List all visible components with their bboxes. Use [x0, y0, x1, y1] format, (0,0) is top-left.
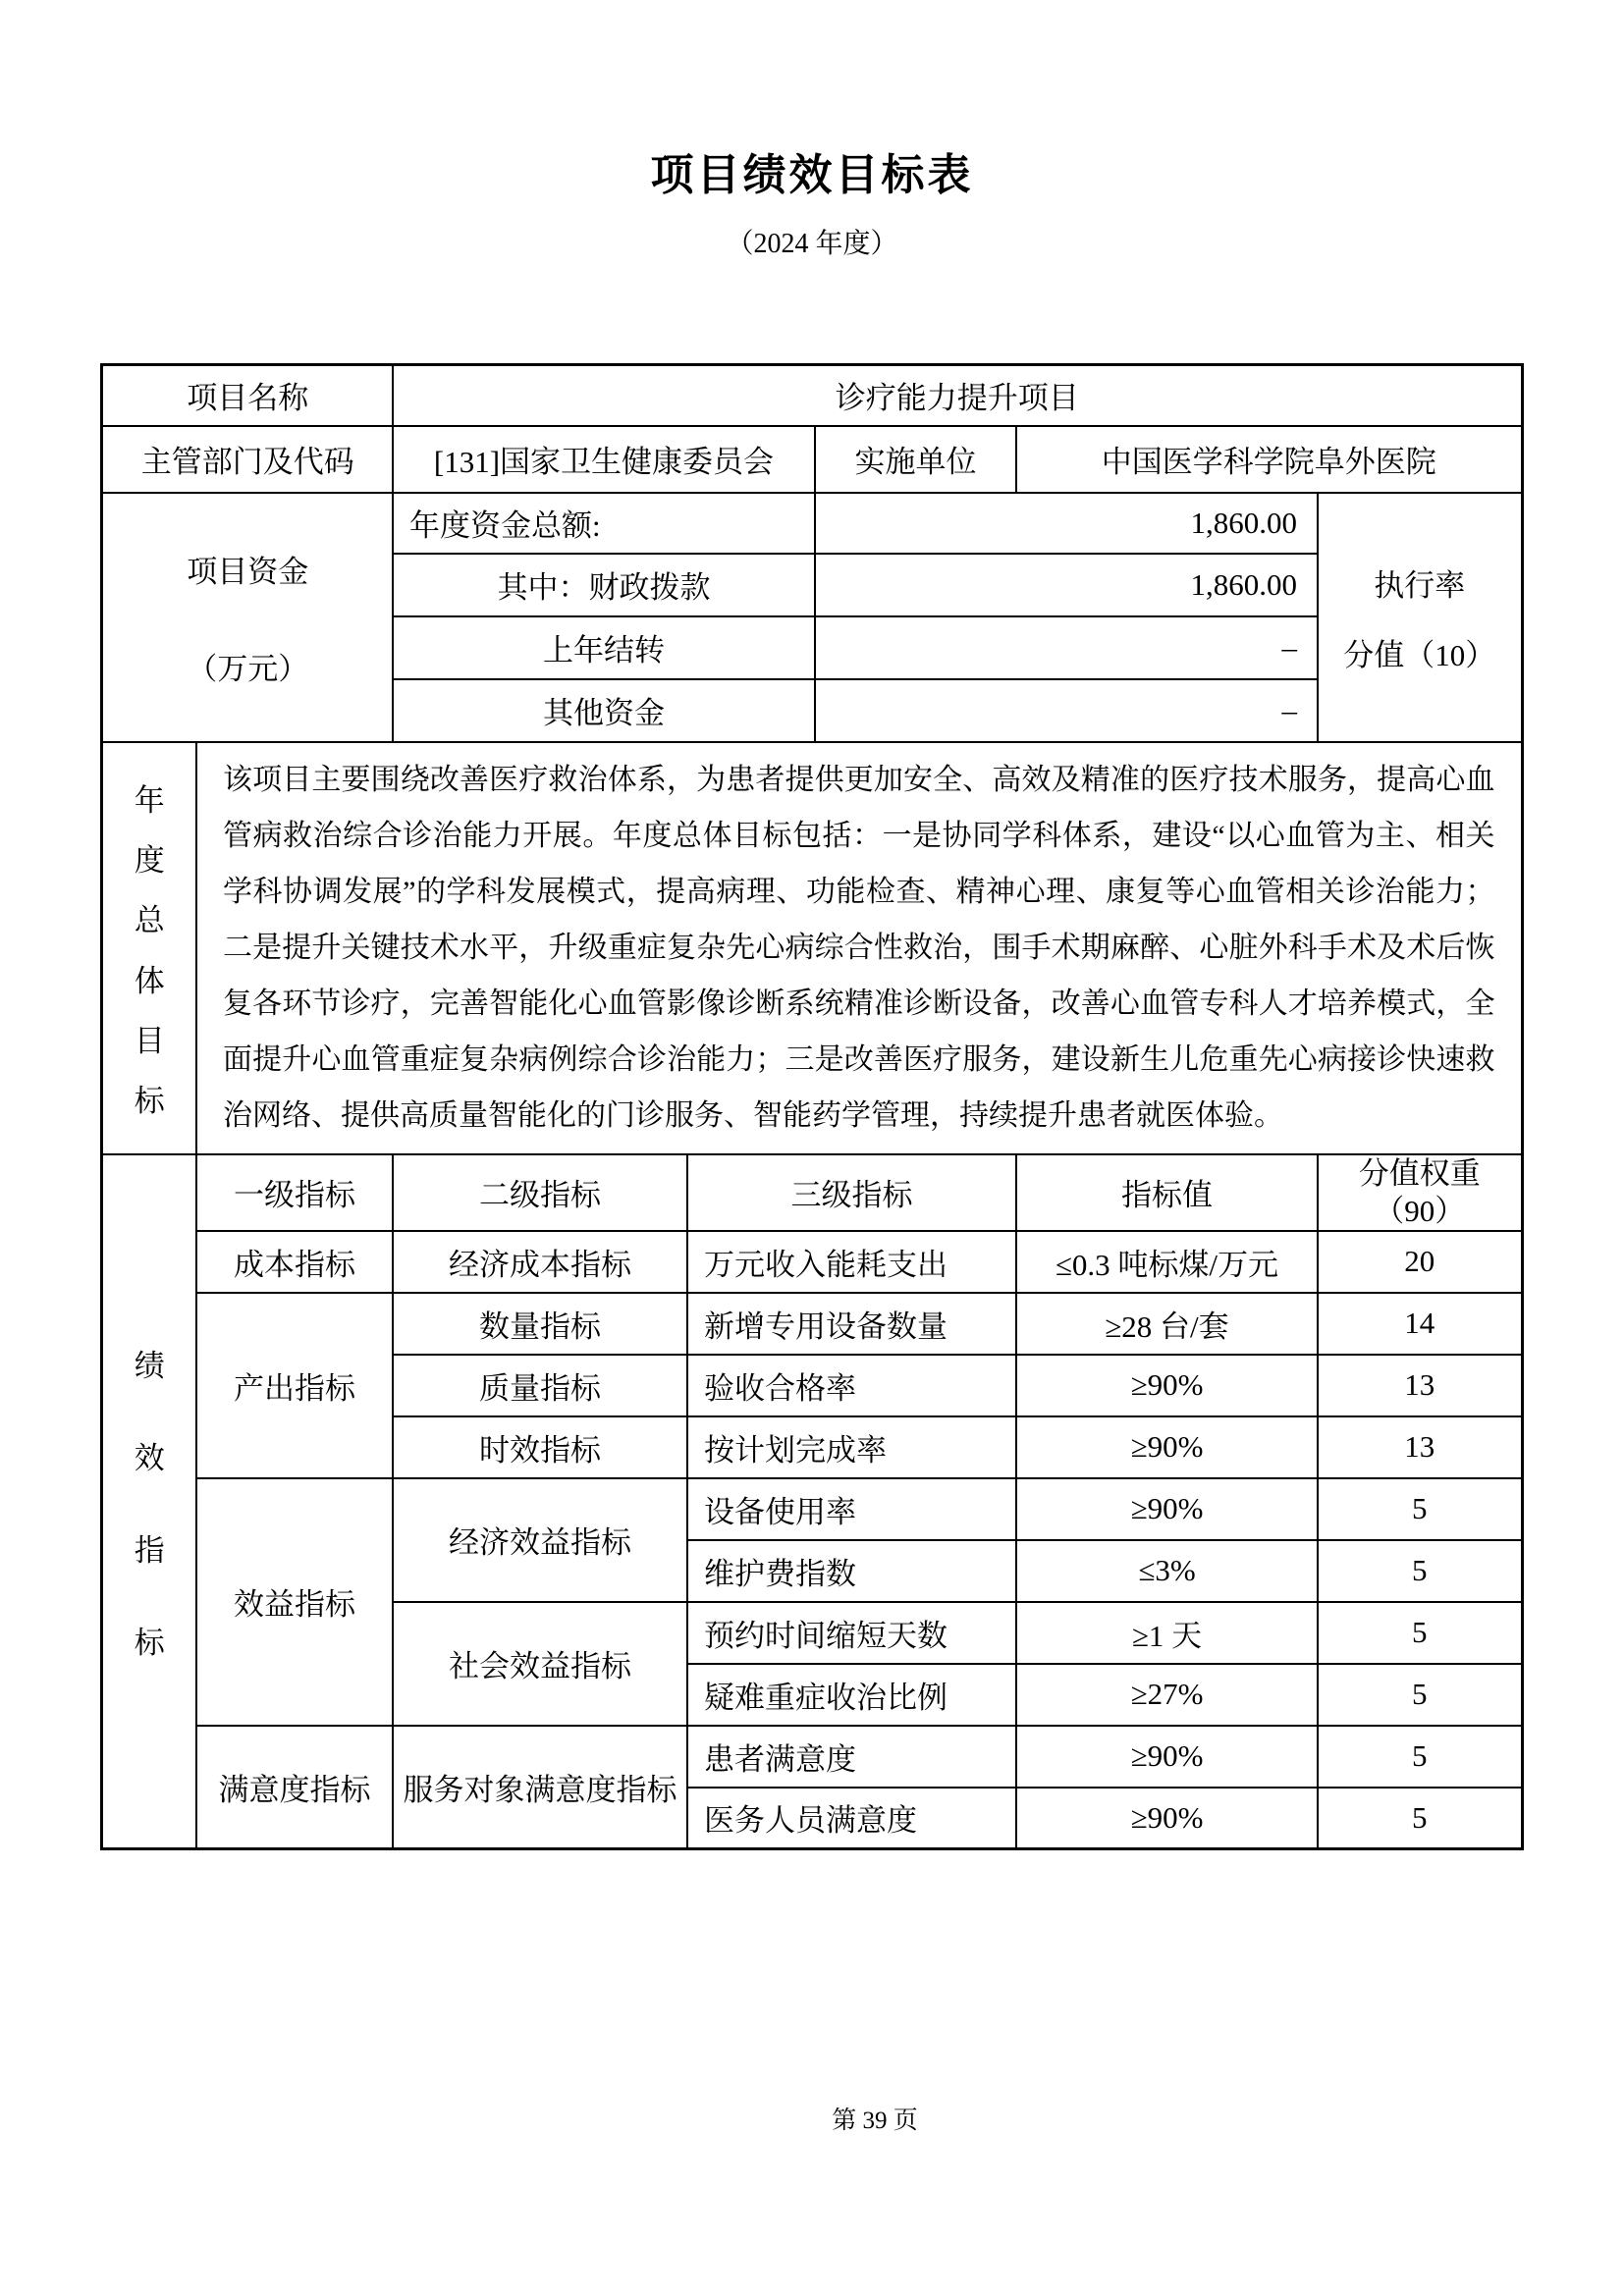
- table-row: [102, 1231, 1522, 1293]
- funding-row-value: –: [815, 616, 1318, 679]
- funding-row-value: 1,860.00: [815, 493, 1318, 554]
- annual-goal-label-char: 度: [134, 842, 165, 878]
- exec-rate-line2: 分值（10）: [1343, 637, 1496, 672]
- indicator-l2: 社会效益指标: [393, 1602, 687, 1726]
- indicator-value: ≥90%: [1016, 1478, 1318, 1540]
- exec-rate-line1: 执行率: [1374, 567, 1466, 603]
- indicator-l3: 医务人员满意度: [687, 1788, 1016, 1849]
- indicator-l3: 预约时间缩短天数: [687, 1602, 1016, 1664]
- indicator-l3: 设备使用率: [687, 1478, 1016, 1540]
- annual-goal-label-char: 目: [134, 1024, 165, 1059]
- indicator-l1: 产出指标: [196, 1293, 393, 1478]
- table-row: [102, 742, 1522, 1154]
- indicator-value: ≥27%: [1016, 1664, 1318, 1726]
- table-row: [102, 1726, 1522, 1788]
- table-row: [102, 1478, 1522, 1540]
- dept-label: 主管部门及代码: [102, 426, 393, 493]
- indicator-score: 14: [1318, 1293, 1522, 1355]
- indicator-score: 5: [1318, 1602, 1522, 1664]
- funding-label: [102, 493, 393, 742]
- indicator-l3: 验收合格率: [687, 1355, 1016, 1416]
- indicator-score: 20: [1318, 1231, 1522, 1293]
- header-level1: 一级指标: [196, 1154, 393, 1231]
- indicator-value: ≥90%: [1016, 1355, 1318, 1416]
- table-row: [102, 365, 1522, 426]
- performance-target-table: [100, 363, 1523, 1850]
- unit-value: 中国医学科学院阜外医院: [1016, 426, 1522, 493]
- performance-label-char: 指: [134, 1532, 165, 1568]
- indicator-l2: 经济效益指标: [393, 1478, 687, 1602]
- performance-indicator-label: [102, 1154, 196, 1849]
- indicator-score: 5: [1318, 1788, 1522, 1849]
- indicator-l3: 新增专用设备数量: [687, 1293, 1016, 1355]
- header-score-line1: 分值权重: [1358, 1155, 1481, 1191]
- funding-row-name: 上年结转: [393, 616, 815, 679]
- annual-goal-label: [102, 742, 196, 1154]
- indicator-l2: 质量指标: [393, 1355, 687, 1416]
- project-name-value: 诊疗能力提升项目: [393, 365, 1522, 426]
- funding-label-line2: （万元）: [187, 651, 309, 686]
- indicator-l3: 万元收入能耗支出: [687, 1231, 1016, 1293]
- indicator-l3: 按计划完成率: [687, 1416, 1016, 1478]
- indicator-l2: 经济成本指标: [393, 1231, 687, 1293]
- header-score-line2: （90）: [1374, 1193, 1466, 1228]
- annual-goal-label-char: 年: [134, 782, 165, 818]
- indicator-l3: 疑难重症收治比例: [687, 1664, 1016, 1726]
- indicator-value: ≥90%: [1016, 1726, 1318, 1788]
- funding-label-line1: 项目资金: [187, 554, 309, 589]
- indicator-score: 5: [1318, 1726, 1522, 1788]
- funding-row-name: 其中：财政拨款: [393, 554, 815, 616]
- header-value: 指标值: [1016, 1154, 1318, 1231]
- indicator-score: 13: [1318, 1416, 1522, 1478]
- indicator-value: ≥90%: [1016, 1416, 1318, 1478]
- indicator-score: 5: [1318, 1478, 1522, 1540]
- annual-goal-label-char: 标: [134, 1084, 165, 1119]
- project-name-label: 项目名称: [102, 365, 393, 426]
- exec-rate-score-label: [1318, 493, 1522, 742]
- annual-goal-label-char: 体: [134, 963, 165, 998]
- dept-value: [131]国家卫生健康委员会: [393, 426, 815, 493]
- header-score: [1318, 1154, 1522, 1231]
- page-number: 第 39 页: [832, 2108, 918, 2134]
- indicator-l3: 患者满意度: [687, 1726, 1016, 1788]
- indicator-l3: 维护费指数: [687, 1540, 1016, 1602]
- performance-label-char: 效: [134, 1440, 165, 1475]
- table-row: [102, 493, 1522, 554]
- performance-label-char: 绩: [134, 1348, 165, 1383]
- funding-row-name: 其他资金: [393, 679, 815, 742]
- indicator-l2: 服务对象满意度指标: [393, 1726, 687, 1849]
- header-level2: 二级指标: [393, 1154, 687, 1231]
- indicator-value: ≥1 天: [1016, 1602, 1318, 1664]
- indicator-score: 13: [1318, 1355, 1522, 1416]
- table-row: [102, 426, 1522, 493]
- indicator-score: 5: [1318, 1540, 1522, 1602]
- funding-row-name: 年度资金总额:: [393, 493, 815, 554]
- indicator-value: ≤0.3 吨标煤/万元: [1016, 1231, 1318, 1293]
- annual-goal-label-char: 总: [134, 903, 165, 938]
- funding-row-value: 1,860.00: [815, 554, 1318, 616]
- indicator-value: ≥90%: [1016, 1788, 1318, 1849]
- table-row: [102, 1154, 1522, 1231]
- indicator-score: 5: [1318, 1664, 1522, 1726]
- indicator-value: ≤3%: [1016, 1540, 1318, 1602]
- page-subtitle: （2024 年度）: [726, 229, 898, 259]
- table-row: [102, 1293, 1522, 1355]
- indicator-l2: 时效指标: [393, 1416, 687, 1478]
- unit-label: 实施单位: [815, 426, 1016, 493]
- funding-row-value: –: [815, 679, 1318, 742]
- indicator-value: ≥28 台/套: [1016, 1293, 1318, 1355]
- page-title: 项目绩效目标表: [650, 150, 974, 200]
- indicator-l1: 成本指标: [196, 1231, 393, 1293]
- indicator-l1: 效益指标: [196, 1478, 393, 1726]
- header-level3: 三级指标: [687, 1154, 1016, 1231]
- indicator-l2: 数量指标: [393, 1293, 687, 1355]
- performance-label-char: 标: [134, 1625, 165, 1660]
- annual-goal-text: 该项目主要围绕改善医疗救治体系，为患者提供更加安全、高效及精准的医疗技术服务，提高心血管病救治综合诊治能力开展。年度总体目标包括：一是协同学科体系，建设“以心血管为主、相关学科协调发展”的学科发展模式，提高病理、功能检查、精神心理、康复等心血管相关诊治能力；二是提升关键技术水平，升级重症复杂先心病综合性救治，围手术期麻醉、心脏外科手术及术后恢复各环节诊疗，完善智能化心血管影像诊断系统精准诊断设备，改善心血管专科人才培养模式，全面提升心血管重症复杂病例综合诊治能力；三是改善医疗服务，建设新生儿危重先心病接诊快速救治网络、提供高质量智能化的门诊服务、智能药学管理，持续提升患者就医体验。: [196, 742, 1522, 1154]
- indicator-l1: 满意度指标: [196, 1726, 393, 1849]
